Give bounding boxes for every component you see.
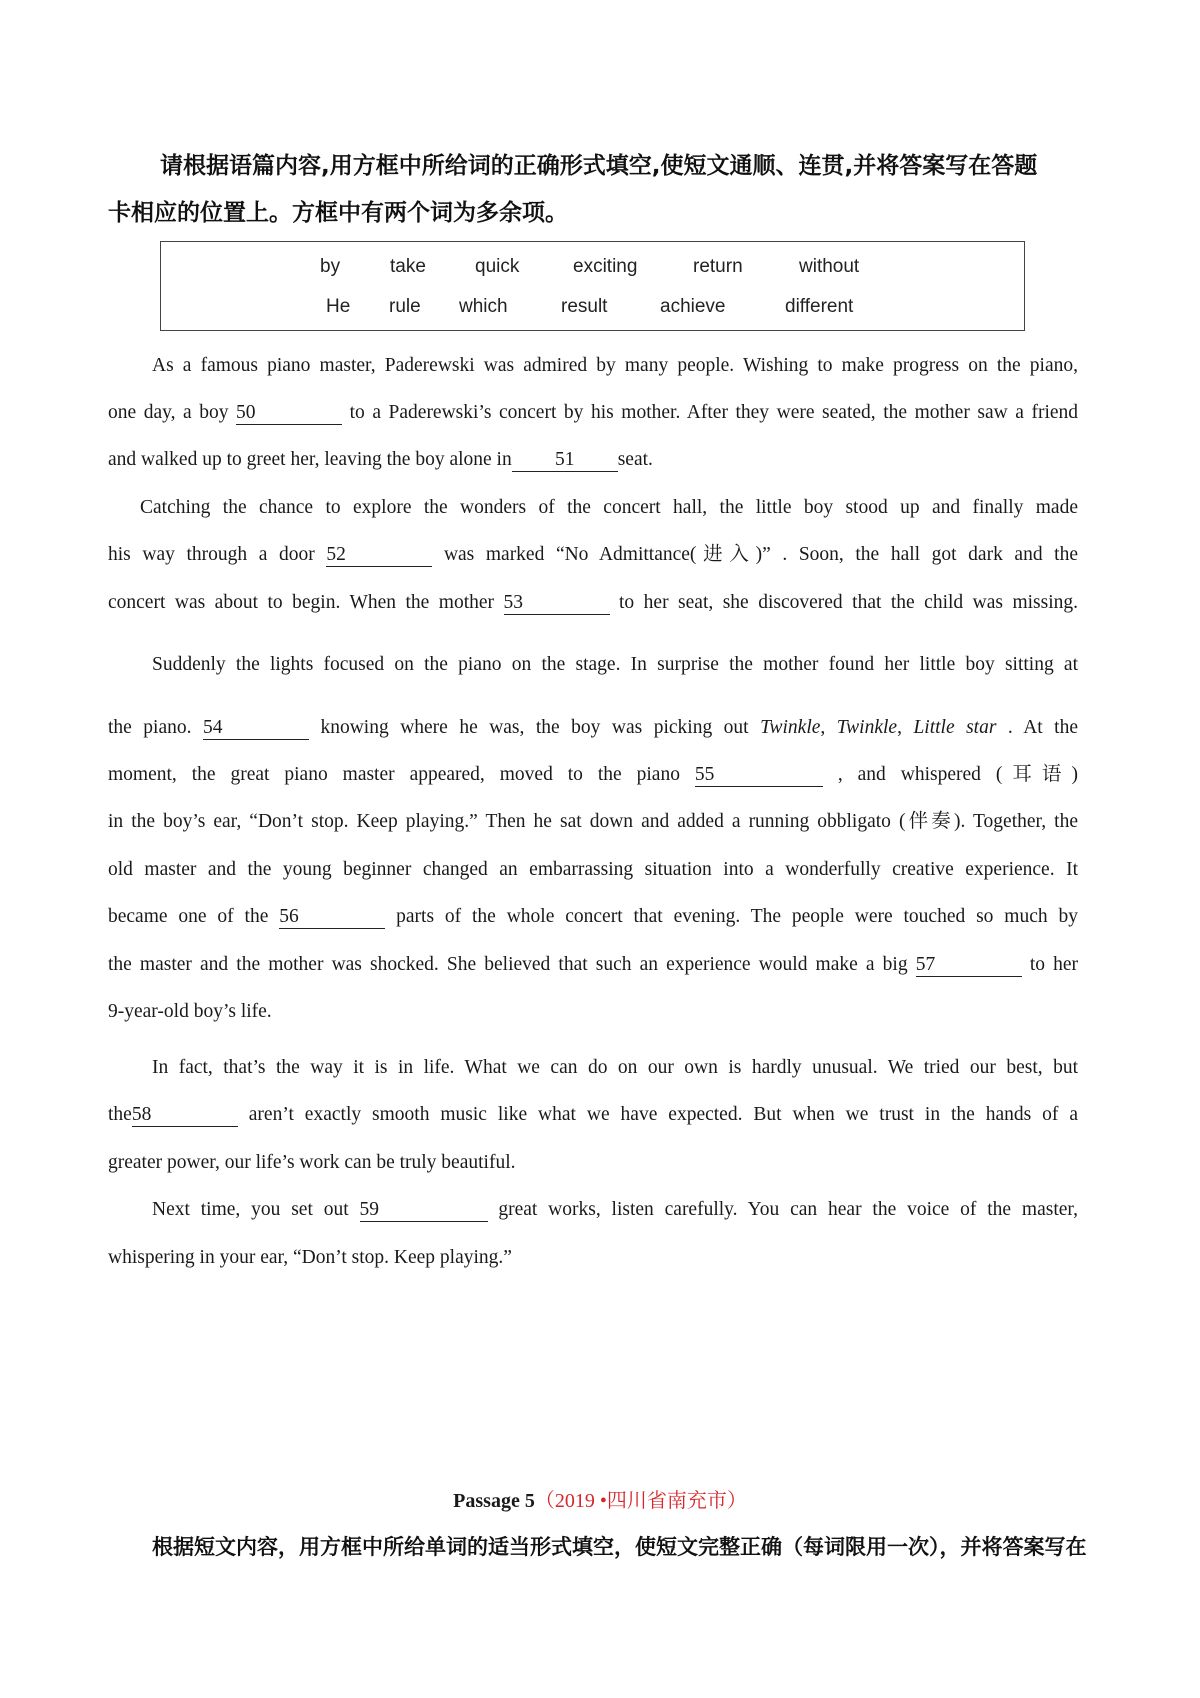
text-run: seat. — [617, 449, 653, 470]
title-italic: Twinkle — [760, 717, 821, 738]
word-achieve: achieve — [660, 296, 726, 317]
blank-52[interactable]: 52 — [326, 544, 432, 567]
text-line — [108, 760, 1078, 790]
word-which: which — [459, 296, 508, 317]
text-run — [760, 717, 996, 738]
passage-5-heading — [0, 1486, 1200, 1516]
text-run: parts of the whole concert that evening. The people were touched so much by — [396, 906, 1078, 927]
passage-5-source: （2019 •四川省南充市） — [534, 1490, 747, 1512]
blank-50[interactable]: 50 — [236, 402, 342, 425]
text-run: the master and the mother was shocked. She believed that such an experience would make a big — [108, 954, 908, 975]
title-italic: Twinkle — [836, 717, 898, 738]
text-line — [108, 445, 1078, 475]
text-run: , — [897, 717, 914, 738]
blank-53[interactable]: 53 — [504, 592, 610, 615]
text-line — [108, 713, 1078, 743]
blank-59[interactable]: 59 — [360, 1199, 488, 1222]
text-run: the — [108, 1104, 132, 1125]
text-line: 9-year-old boy’s life. — [108, 1001, 272, 1022]
text-run: moment, the great piano master appeared, moved to the piano — [108, 764, 680, 785]
text-run: to a Paderewski’s concert by his mother. After they were seated, the mother saw a friend — [349, 402, 1079, 423]
text-run: was marked “No Admittance(进入)” . Soon, the hall got dark and the — [443, 544, 1079, 565]
text-line: in the boy’s ear, “Don’t stop. Keep playing.” Then he sat down and added a running obbligato (伴奏). Together, the — [108, 811, 1078, 832]
word-without: without — [799, 256, 860, 277]
word-quick: quick — [475, 256, 520, 277]
instruction-line-1: 请根据语篇内容,用方框中所给词的正确形式填空,使短文通顺、连贯,并将答案写在答题 — [160, 153, 1038, 179]
text-run: Next time, you set out — [152, 1199, 349, 1220]
passage-5-title: Passage 5 — [453, 1490, 535, 1512]
text-run: to her seat, she discovered that the child was missing. — [619, 592, 1079, 613]
blank-55[interactable]: 55 — [695, 764, 823, 787]
text-line: old master and the young beginner changed an embarrassing situation into a wonderfully creative experience. It — [108, 859, 1078, 880]
text-line — [108, 950, 1078, 980]
text-line — [108, 1100, 1078, 1130]
word-return: return — [693, 256, 743, 277]
text-line — [108, 588, 1078, 618]
text-run: the piano. — [108, 717, 192, 738]
blank-57[interactable]: 57 — [916, 954, 1022, 977]
text-line — [108, 1195, 1078, 1225]
word-different: different — [785, 296, 854, 317]
word-rule: rule — [389, 296, 421, 317]
text-run: , — [820, 717, 837, 738]
word-by: by — [320, 256, 341, 277]
text-run: and walked up to greet her, leaving the boy alone in — [108, 449, 512, 470]
title-italic: Little star — [913, 717, 997, 738]
text-line: Suddenly the lights focused on the piano on the stage. In surprise the mother found her little boy sitting at — [152, 654, 1078, 675]
word-he: He — [326, 296, 351, 317]
passage-5-instruction: 根据短文内容，用方框中所给单词的适当形式填空，使短文完整正确（每词限用一次），并将答案写在 — [152, 1535, 1087, 1559]
text-line: whispering in your ear, “Don’t stop. Keep playing.” — [108, 1247, 512, 1268]
text-run: his way through a door — [108, 544, 315, 565]
text-run: to her — [1029, 954, 1079, 975]
text-line — [108, 902, 1078, 932]
text-run: became one of the — [108, 906, 269, 927]
text-line: As a famous piano master, Paderewski was admired by many people. Wishing to make progress on the piano, — [152, 355, 1078, 376]
word-take: take — [390, 256, 426, 277]
word-box — [160, 241, 1025, 331]
instruction-line-2: 卡相应的位置上。方框中有两个词为多余项。 — [108, 200, 568, 226]
text-line: greater power, our life’s work can be truly beautiful. — [108, 1152, 516, 1173]
text-run: one day, a boy — [108, 402, 229, 423]
text-run: knowing where he was, the boy was picking out — [320, 717, 749, 738]
text-line — [108, 398, 1078, 428]
text-line — [108, 540, 1078, 570]
text-run: aren’t exactly smooth music like what we have expected. But when we trust in the hands of a — [248, 1104, 1078, 1125]
blank-54[interactable]: 54 — [203, 717, 309, 740]
blank-58[interactable]: 58 — [132, 1104, 238, 1127]
instruction-text — [108, 143, 1098, 237]
text-run: concert was about to begin. When the mother — [108, 592, 495, 613]
text-run: , and whispered (耳语) — [837, 764, 1078, 785]
word-result: result — [561, 296, 608, 317]
text-line: Catching the chance to explore the wonders of the concert hall, the little boy stood up and finally made — [140, 497, 1078, 518]
word-exciting: exciting — [573, 256, 638, 277]
blank-56[interactable]: 56 — [279, 906, 385, 929]
text-line: In fact, that’s the way it is in life. What we can do on our own is hardly unusual. We tried our best, but — [152, 1057, 1078, 1078]
text-run: . At the — [1007, 717, 1079, 738]
text-run: great works, listen carefully. You can hear the voice of the master, — [498, 1199, 1078, 1220]
blank-51[interactable]: 51 — [512, 449, 618, 472]
